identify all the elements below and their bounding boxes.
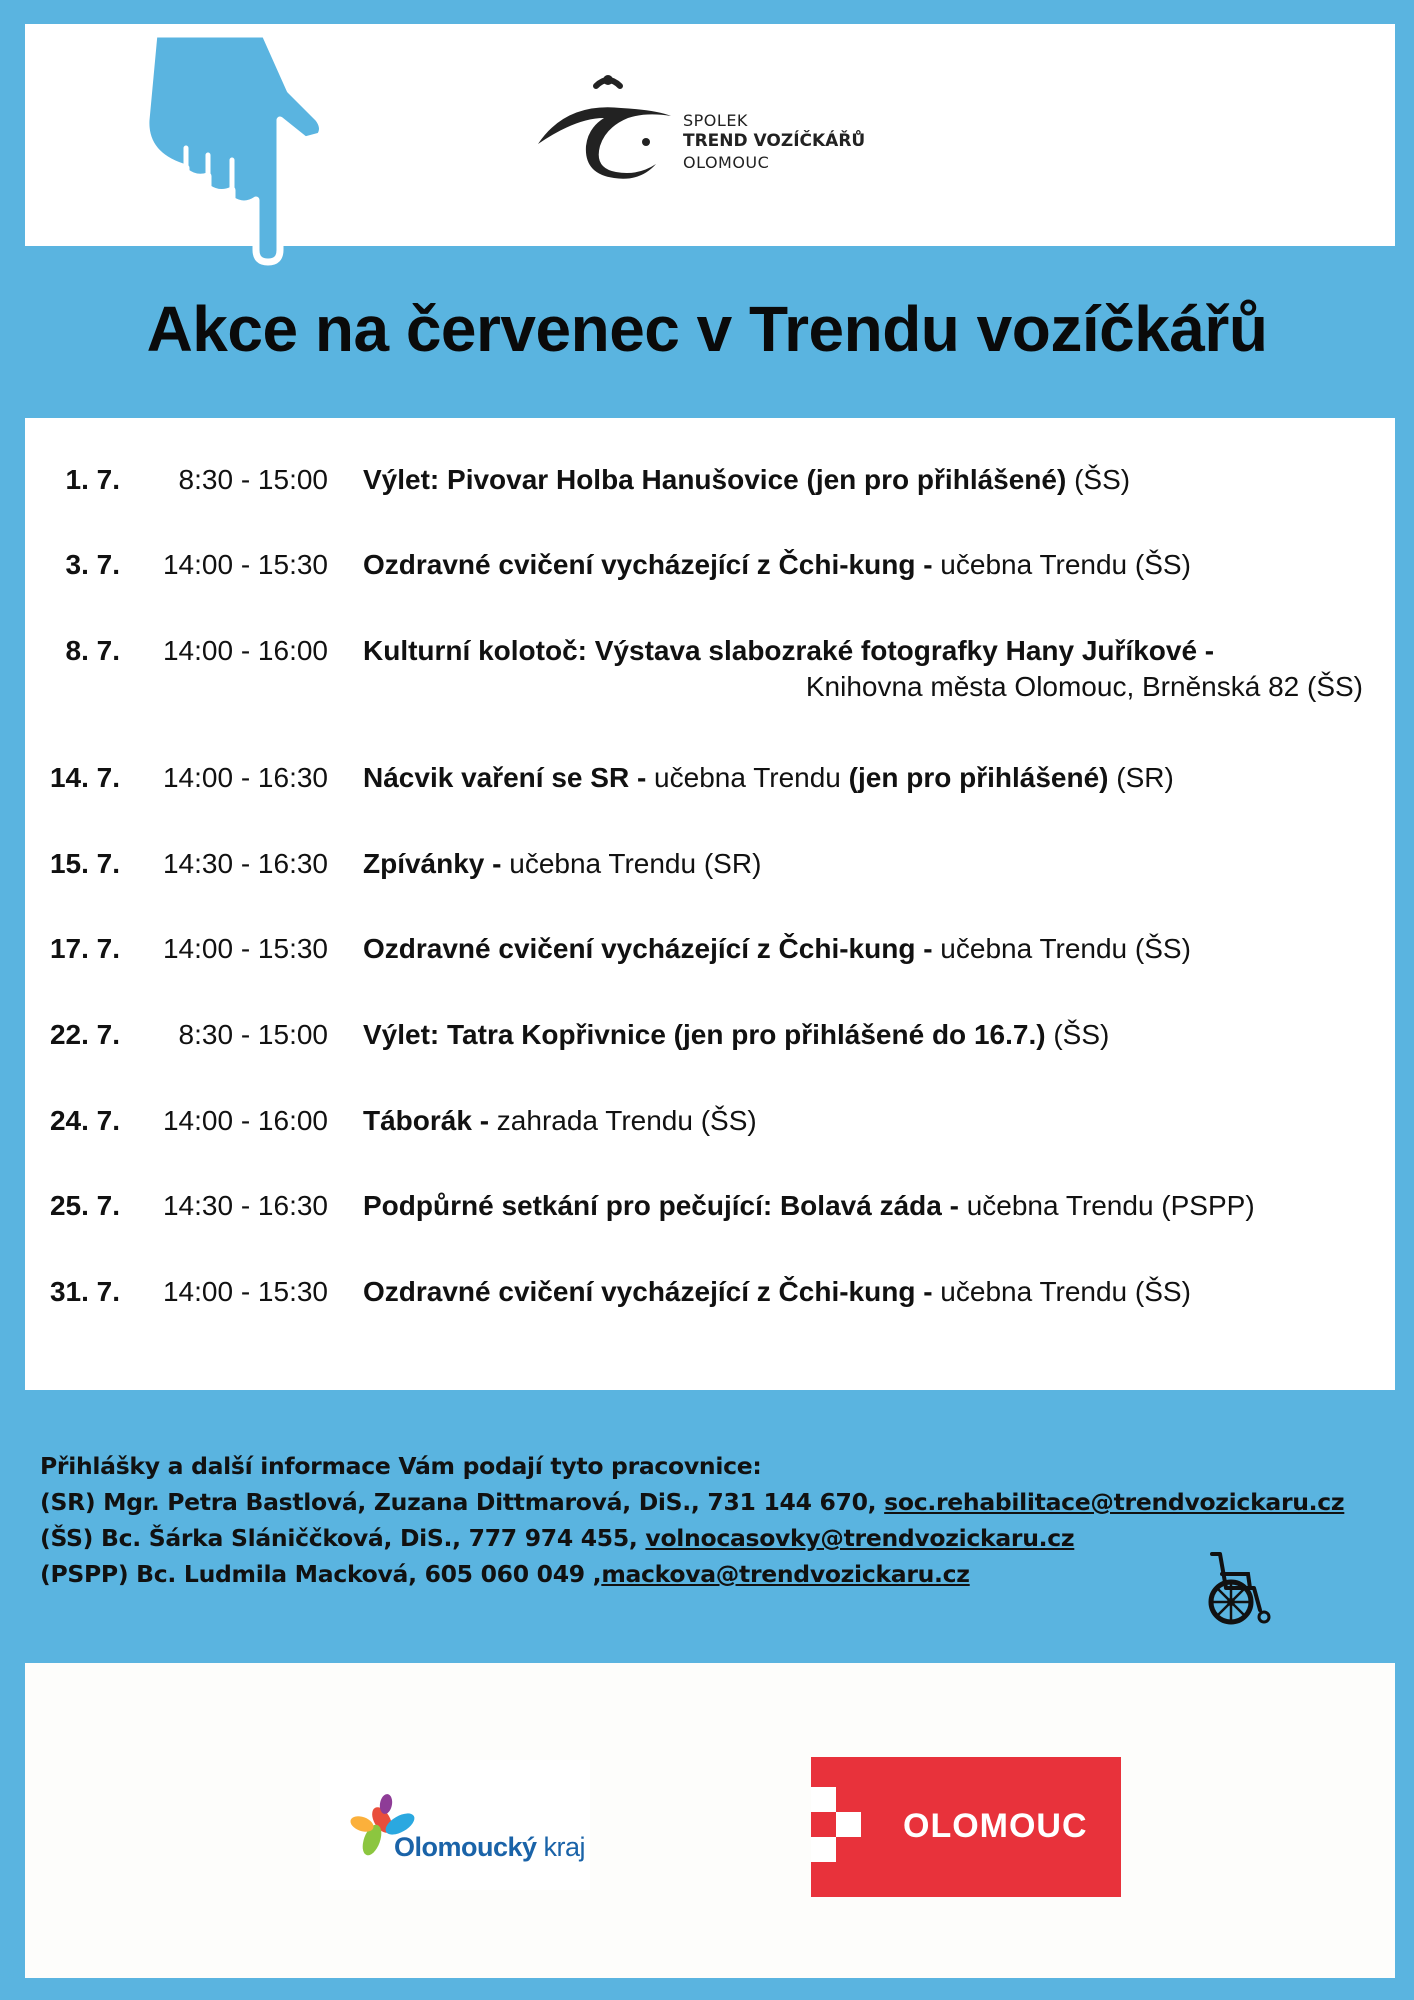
event-title: Táborák - <box>363 1105 490 1136</box>
event-description <box>363 633 1363 705</box>
event-time: 8:30 - 15:00 <box>178 464 328 495</box>
event-description <box>363 1274 1363 1310</box>
event-title: Zpívánky - <box>363 848 502 879</box>
event-time: 14:00 - 15:30 <box>162 933 328 964</box>
event-detail: učebna Trendu (SR) <box>501 848 762 879</box>
event-date: 15. 7. <box>49 848 120 879</box>
event-detail: učebna Trendu (ŠS) <box>932 549 1191 580</box>
olk-name: Olomoucký <box>394 1832 537 1862</box>
event-title: Podpůrné setkání pro pečující: Bolavá záda - <box>363 1190 959 1221</box>
contact-sr <box>40 1484 1344 1520</box>
event-detail: zahrada Trendu (ŠS) <box>489 1105 757 1136</box>
email-link-sr[interactable]: soc.rehabilitace@trendvozickaru.cz <box>884 1488 1345 1516</box>
contact-sr-text: (SR) Mgr. Petra Bastlová, Zuzana Dittmarová, DiS., 731 144 670, <box>40 1488 885 1516</box>
event-description <box>363 931 1363 967</box>
event-title: Nácvik vaření se SR - <box>363 762 647 793</box>
checker-icon <box>811 1757 871 1897</box>
event-date: 14. 7. <box>49 762 120 793</box>
event-title: Výlet: Tatra Kopřivnice (jen pro přihlášené do 16.7.) <box>363 1019 1046 1050</box>
contact-info <box>40 1448 1344 1592</box>
event-date: 8. 7. <box>65 635 120 666</box>
event-title: Výlet: Pivovar Holba Hanušovice (jen pro přihlášené) <box>363 464 1067 495</box>
event-description <box>363 462 1363 498</box>
event-time: 14:00 - 16:30 <box>162 762 328 793</box>
contact-ss-text: (ŠS) Bc. Šárka Slániččková, DiS., 777 974 455, <box>40 1524 646 1552</box>
email-link-ss[interactable]: volnocasovky@trendvozickaru.cz <box>645 1524 1075 1552</box>
contact-pspp-text: (PSPP) Bc. Ludmila Macková, 605 060 049 , <box>40 1560 602 1588</box>
event-time: 14:30 - 16:30 <box>162 1190 328 1221</box>
event-detail: učebna Trendu (ŠS) <box>932 933 1191 964</box>
event-note: (jen pro přihlášené) <box>848 762 1109 793</box>
event-date: 22. 7. <box>49 1019 120 1050</box>
logo-line-trend: TREND VOZÍČKÁŘŮ <box>683 131 866 151</box>
trend-logo-mark <box>536 72 681 182</box>
olomouc-label: OLOMOUC <box>903 1807 1088 1845</box>
olomoucky-kraj-logo <box>320 1760 590 1890</box>
olk-kraj: kraj <box>536 1832 586 1862</box>
event-date: 3. 7. <box>65 549 120 580</box>
event-title: Ozdravné cvičení vycházející z Čchi-kung - <box>363 549 933 580</box>
event-description <box>363 1103 1363 1139</box>
event-date: 1. 7. <box>65 464 120 495</box>
event-description <box>363 760 1363 796</box>
pointing-hand-icon <box>140 30 330 275</box>
contact-ss <box>40 1520 1344 1556</box>
event-time: 14:00 - 16:00 <box>162 635 328 666</box>
event-detail: (ŠS) <box>1066 464 1131 495</box>
event-description <box>363 547 1363 583</box>
event-title: Ozdravné cvičení vycházející z Čchi-kung - <box>363 933 933 964</box>
contact-pspp <box>40 1556 1344 1592</box>
event-date: 24. 7. <box>49 1105 120 1136</box>
event-detail-suffix: (SR) <box>1108 762 1174 793</box>
sponsor-panel <box>25 1663 1395 1978</box>
event-description <box>363 1188 1363 1224</box>
event-detail: učebna Trendu <box>646 762 849 793</box>
event-time: 14:30 - 16:30 <box>162 848 328 879</box>
event-detail: (ŠS) <box>1045 1019 1110 1050</box>
event-detail: Knihovna města Olomouc, Brněnská 82 (ŠS) <box>805 671 1363 702</box>
logo-line-olomouc: OLOMOUC <box>683 153 770 172</box>
olomouc-city-logo <box>811 1757 1121 1897</box>
event-time: 14:00 - 16:00 <box>162 1105 328 1136</box>
event-date: 17. 7. <box>49 933 120 964</box>
email-link-pspp[interactable]: mackova@trendvozickaru.cz <box>601 1560 970 1588</box>
event-time: 14:00 - 15:30 <box>162 1276 328 1307</box>
event-detail: učebna Trendu (PSPP) <box>958 1190 1255 1221</box>
logo-line-spolek: SPOLEK <box>683 111 748 130</box>
event-description <box>363 846 1363 882</box>
event-time: 14:00 - 15:30 <box>162 549 328 580</box>
event-title: Ozdravné cvičení vycházející z Čchi-kung - <box>363 1276 933 1307</box>
event-date: 31. 7. <box>49 1276 120 1307</box>
event-description <box>363 1017 1363 1053</box>
event-detail: učebna Trendu (ŠS) <box>932 1276 1191 1307</box>
wheelchair-icon <box>1204 1552 1274 1627</box>
contact-intro: Přihlášky a další informace Vám podají tyto pracovnice: <box>40 1452 762 1480</box>
event-title: Kulturní kolotoč: Výstava slabozraké fotografky Hany Juříkové - <box>363 635 1215 666</box>
event-time: 8:30 - 15:00 <box>178 1019 328 1050</box>
page-title: Akce na červenec v Trendu vozíčkářů <box>146 293 1268 365</box>
event-date: 25. 7. <box>49 1190 120 1221</box>
trend-vozickaru-logo <box>536 72 876 182</box>
